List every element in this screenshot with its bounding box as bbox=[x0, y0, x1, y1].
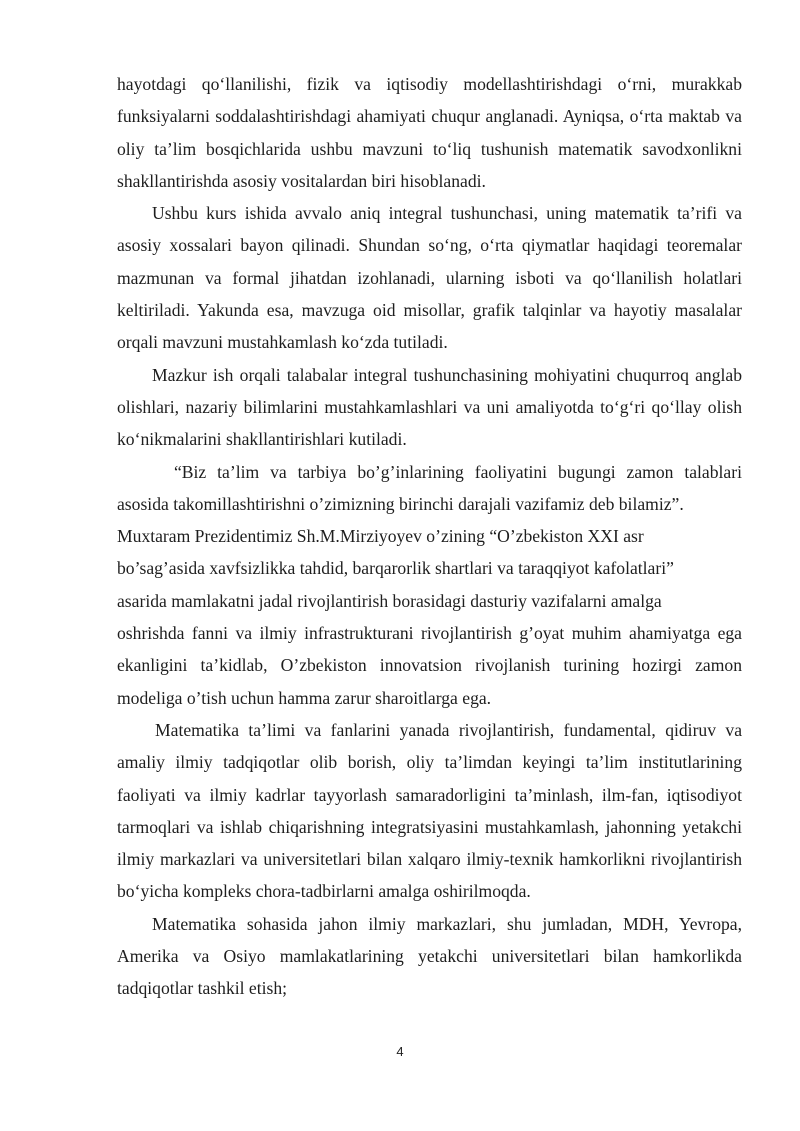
president-line-2: bo’sag’asida xavfsizlikka tahdid, barqarorlik shartlari va taraqqiyot kafolatlari” bbox=[117, 558, 674, 579]
paragraph-2: Ushbu kurs ishida avvalo aniq integral tushunchasi, uning matematik ta’rifi va asosiy xossalari bayon qilinadi. Shundan so‘ng, o‘rta qiymatlar haqidagi teoremalar mazmunan va formal jihatdan izohlanadi, ularning isboti va qo‘llanilish holatlari keltiriladi. Yakunda esa, mavzuga oid misollar, grafik talqinlar va hayotiy masalalar orqali mavzuni mustahkamlash ko‘zda tutiladi. bbox=[117, 203, 742, 353]
paragraph-3: Mazkur ish orqali talabalar integral tushunchasining mohiyatini chuqurroq anglab olishlari, nazariy bilimlarini mustahkamlashlari va uni amaliyotda to‘g‘ri qo‘llay olish ko‘nikmalarini shakllantirishlari kutiladi. bbox=[117, 364, 742, 450]
paragraph-1: hayotdagi qo‘llanilishi, fizik va iqtisodiy modellashtirishdagi o‘rni, murakkab funksiyalarni soddalashtirishdagi ahamiyati chuqur anglanadi. Ayniqsa, o‘rta maktab va oliy ta’lim bosqichlarida ushbu mavzuni to‘liq tushunish matematik savodxonlikni shakllantirishda asosiy vositalardan biri hisoblanadi. bbox=[117, 74, 742, 191]
quote-paragraph: “Biz ta’lim va tarbiya bo’g’inlarining faoliyatini bugungi zamon talablari asosida takomillashtirishni o’zimizning birinchi darajali vazifamiz deb bilamiz”. bbox=[117, 461, 742, 514]
page-number: 4 bbox=[396, 1044, 404, 1059]
paragraph-mathematics: Matematika ta’limi va fanlarini yanada rivojlantirish, fundamental, qidiruv va amaliy ilmiy tadqiqotlar olib borish, oliy ta’limdan keyingi ta’lim institutlarining faoliyati va ilmiy kadrlar tayyorlash samaradorligini ta’minlash, ilm-fan, iqtisodiyot tarmoqlari va ishlab chiqarishning integratsiyasini mustahkamlash, jahonning yetakchi ilmiy markazlari va universitetlari bilan xalqaro ilmiy-texnik hamkorlikni rivojlantirish bo‘yicha kompleks chora-tadbirlarni amalga oshirilmoqda. bbox=[117, 719, 742, 902]
paragraph-cooperation: Matematika sohasida jahon ilmiy markazlari, shu jumladan, MDH, Yevropa, Amerika va Osiyo mamlakatlarining yetakchi universitetlari bilan hamkorlikda tadqiqotlar tashkil etish; bbox=[117, 913, 742, 999]
president-line-1: Muxtaram Prezidentimiz Sh.M.Mirziyoyev o’zining “O’zbekiston XXI asr bbox=[117, 526, 644, 547]
paragraph-president-cont: oshrishda fanni va ilmiy infrastrukturani rivojlantirish g’oyat muhim ahamiyatga ega ekanligini ta’kidlab, O’zbekiston innovatsion rivojlanish turining hozirgi zamon modeliga o’tish uchun hamma zarur sharoitlarga ega. bbox=[117, 623, 742, 708]
body-text bbox=[117, 68, 742, 1005]
president-line-3: asarida mamlakatni jadal rivojlantirish borasidagi dasturiy vazifalarni amalga bbox=[117, 590, 662, 611]
